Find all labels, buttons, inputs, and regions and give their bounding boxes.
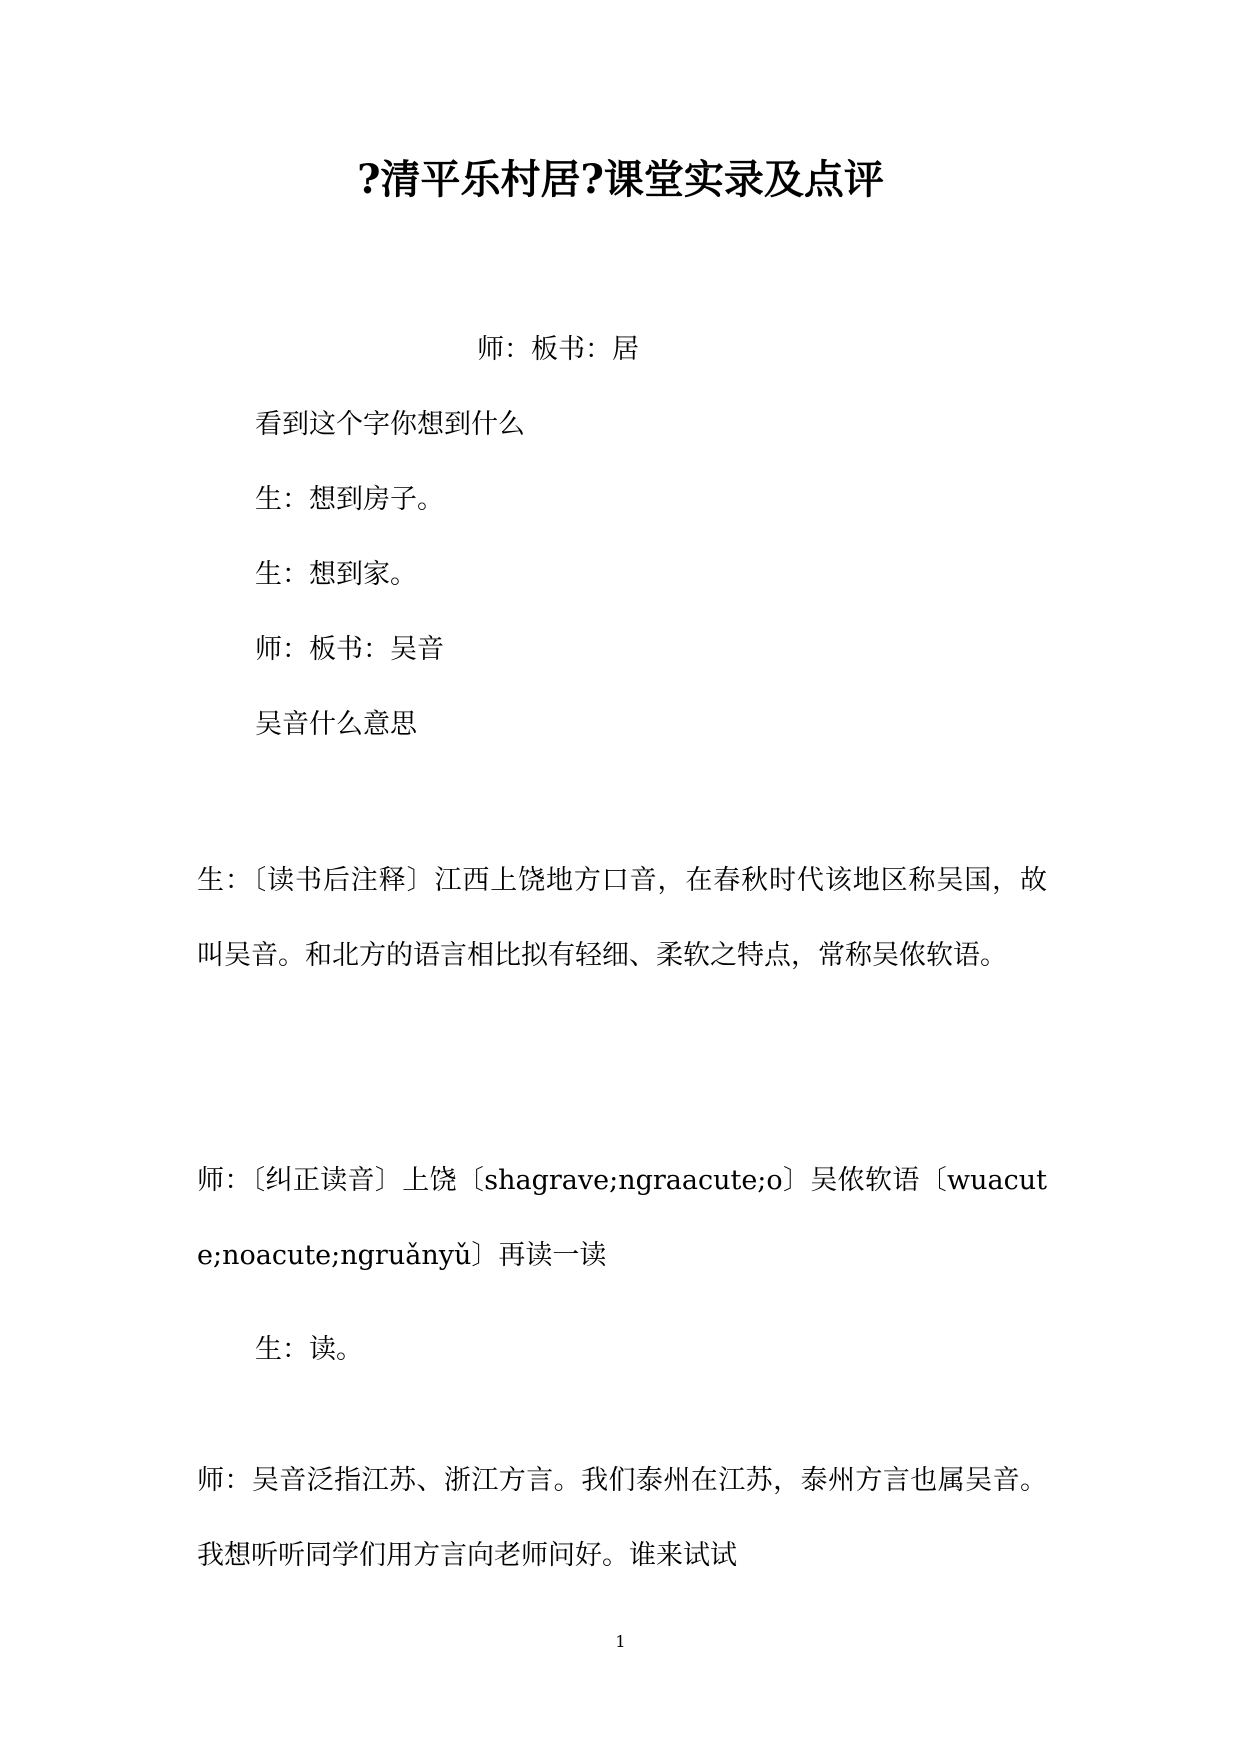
dialogue-line-student-home: 生：想到家。 xyxy=(255,559,417,590)
dialogue-line-board-wuyin: 师：板书：吴音 xyxy=(255,634,444,665)
paragraph-teacher-pronunciation: 师：〔纠正读音〕上饶〔shagrave;ngraacute;o〕吴侬软语〔wuacute;noacute;ngruǎnyǔ〕再读一读 xyxy=(197,1165,1047,1271)
dialogue-line-board-ju: 师：板书：居 xyxy=(477,334,639,365)
paragraph-teacher-dialect: 师：吴音泛指江苏、浙江方言。我们泰州在江苏，泰州方言也属吴音。我想听听同学们用方言向老师问好。谁来试试 xyxy=(197,1465,1047,1571)
dialogue-line-question: 看到这个字你想到什么 xyxy=(255,409,525,440)
page-number: 1 xyxy=(615,1632,626,1651)
dialogue-line-student-house: 生：想到房子。 xyxy=(255,484,444,515)
dialogue-line-student-read: 生：读。 xyxy=(255,1334,363,1365)
paragraph-student-annotation: 生：〔读书后注释〕江西上饶地方口音，在春秋时代该地区称吴国，故叫吴音。和北方的语言相比拟有轻细、柔软之特点，常称吴侬软语。 xyxy=(197,865,1047,971)
document-title: ?清平乐村居?课堂实录及点评 xyxy=(357,156,884,203)
dialogue-line-wuyin-meaning: 吴音什么意思 xyxy=(255,709,417,740)
